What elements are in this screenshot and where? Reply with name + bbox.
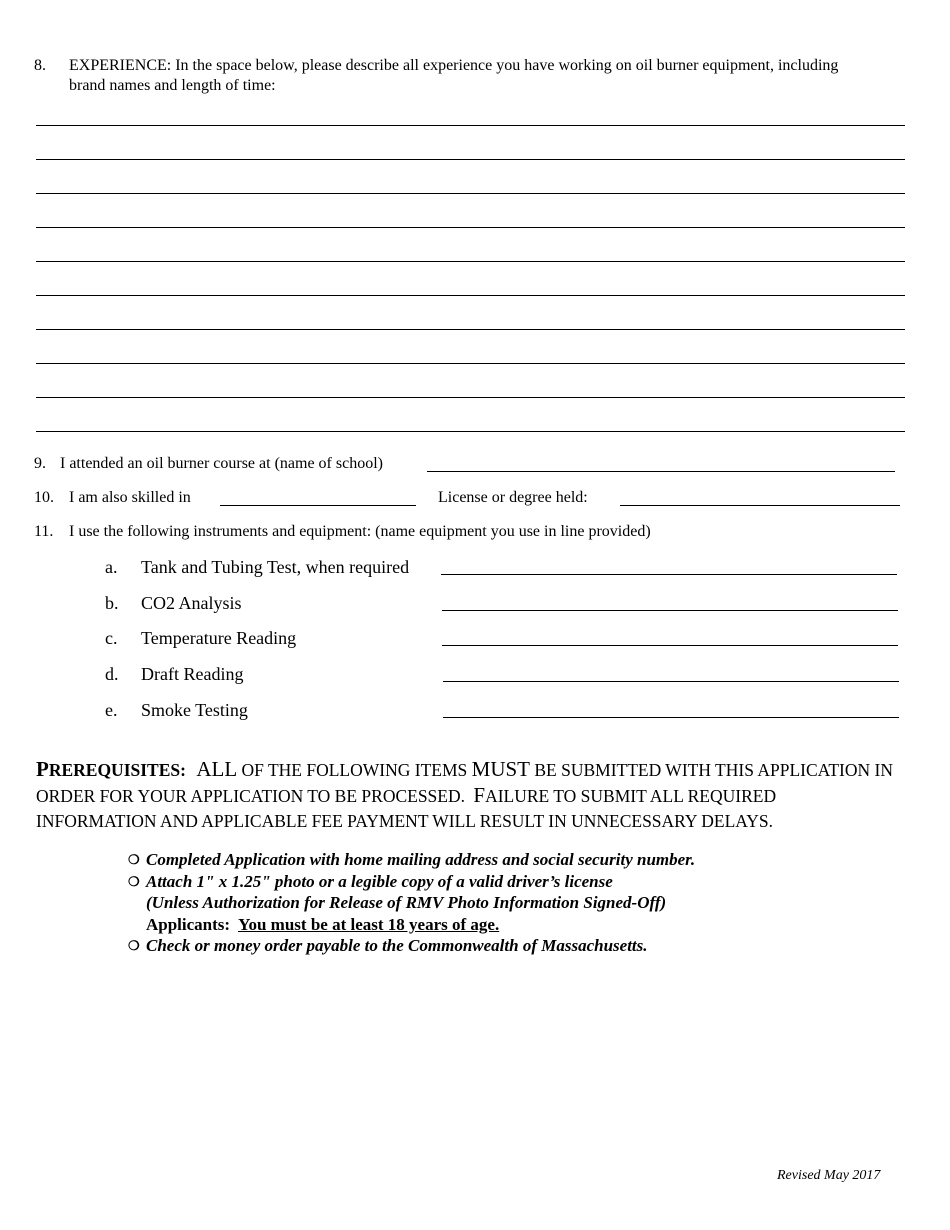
item-letter: d. <box>105 664 119 684</box>
prereq-heading-cap: P <box>36 757 49 781</box>
prereq-text: INFORMATION AND APPLICABLE FEE PAYMENT WILL RESULT IN UNNECESSARY DELAYS. <box>36 811 774 831</box>
age-requirement: You must be at least 18 years of age. <box>238 914 500 934</box>
question-8-number: 8. <box>34 57 46 74</box>
experience-line[interactable] <box>36 159 905 160</box>
question-11-number: 11. <box>34 523 54 540</box>
experience-line[interactable] <box>36 329 905 330</box>
prereq-text: OF THE FOLLOWING ITEMS <box>241 760 468 780</box>
prereq-failure-cap: F <box>473 783 486 807</box>
license-field[interactable] <box>620 505 900 506</box>
tank-tubing-field[interactable] <box>441 574 897 575</box>
experience-line[interactable] <box>36 295 905 296</box>
experience-line[interactable] <box>36 397 905 398</box>
question-9-text: I attended an oil burner course at (name of school) <box>60 455 383 472</box>
circle-bullet-icon: ❍ <box>128 873 140 889</box>
temperature-field[interactable] <box>442 645 898 646</box>
prereq-text: BE SUBMITTED WITH THIS APPLICATION IN <box>534 760 893 780</box>
question-10-number: 10. <box>34 489 54 506</box>
prerequisites-notice <box>36 757 916 834</box>
experience-line[interactable] <box>36 125 905 126</box>
draft-field[interactable] <box>443 681 899 682</box>
item-letter: b. <box>105 593 119 613</box>
item-label-smoke: Smoke Testing <box>141 700 248 720</box>
applicants-label: Applicants: <box>146 914 231 934</box>
prereq-heading: REREQUISITES: <box>48 760 186 780</box>
requirements-list <box>128 849 695 957</box>
co2-field[interactable] <box>442 610 898 611</box>
prereq-text: AILURE TO SUBMIT ALL REQUIRED <box>485 786 777 806</box>
item-letter: e. <box>105 700 118 720</box>
question-8-text-cont: brand names and length of time: <box>69 77 276 94</box>
item-label-co2: CO2 Analysis <box>141 593 242 613</box>
item-label-tank-tubing: Tank and Tubing Test, when required <box>141 557 410 577</box>
list-item <box>128 935 695 957</box>
list-item <box>128 849 695 871</box>
prereq-all: ALL <box>196 757 238 781</box>
experience-line[interactable] <box>36 363 905 364</box>
requirement-payment: Check or money order payable to the Commonwealth of Massachusetts. <box>146 936 648 955</box>
circle-bullet-icon: ❍ <box>128 852 140 867</box>
skilled-in-field[interactable] <box>220 505 416 506</box>
license-label: License or degree held: <box>438 489 588 506</box>
experience-line[interactable] <box>36 193 905 194</box>
smoke-field[interactable] <box>443 717 899 718</box>
circle-bullet-icon: ❍ <box>128 938 140 953</box>
question-9-number: 9. <box>34 455 46 472</box>
list-item <box>128 871 695 893</box>
question-10-text: I am also skilled in <box>69 489 191 506</box>
prereq-text: ORDER FOR YOUR APPLICATION TO BE PROCESSED. <box>36 786 465 806</box>
school-name-field[interactable] <box>427 471 895 472</box>
question-11-text: I use the following instruments and equipment: (name equipment you use in line provided) <box>69 523 651 540</box>
experience-line[interactable] <box>36 227 905 228</box>
revision-date: Revised May 2017 <box>777 1168 881 1183</box>
experience-line[interactable] <box>36 431 905 432</box>
requirement-application: Completed Application with home mailing address and social security number. <box>146 850 696 869</box>
requirement-photo: Attach 1" x 1.25" photo or a legible copy of a valid driver’s license <box>146 871 613 891</box>
item-letter: c. <box>105 628 118 648</box>
experience-line[interactable] <box>36 261 905 262</box>
question-8-text: EXPERIENCE: In the space below, please describe all experience you have working on oil burner equipment, including <box>69 57 839 74</box>
item-label-draft: Draft Reading <box>141 664 244 684</box>
item-letter: a. <box>105 557 118 577</box>
requirement-photo-note: (Unless Authorization for Release of RMV Photo Information Signed-Off) <box>146 893 667 912</box>
prereq-must: MUST <box>471 757 530 781</box>
item-label-temperature: Temperature Reading <box>141 628 297 648</box>
